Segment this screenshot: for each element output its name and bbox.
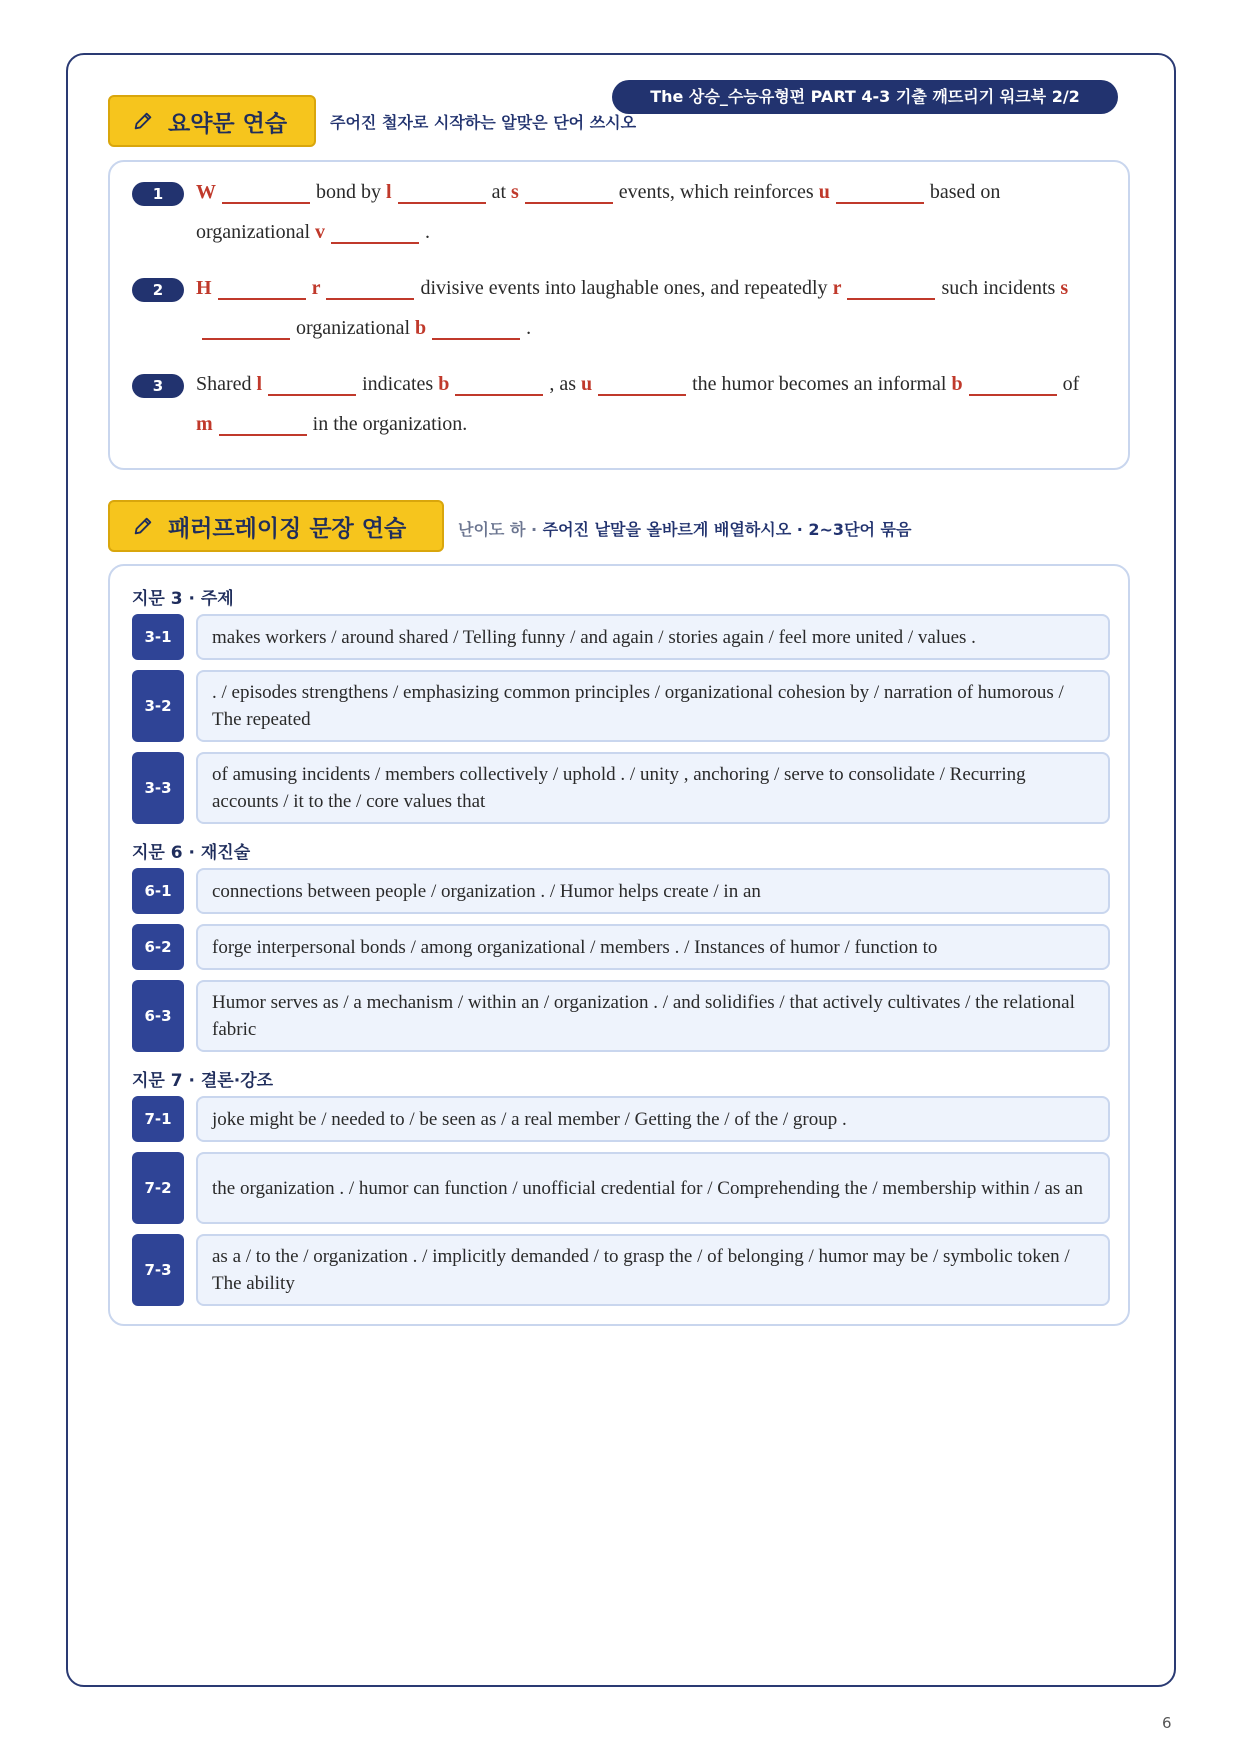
summary-section-tag — [108, 95, 316, 147]
answer-blank[interactable] — [326, 274, 414, 300]
word-chunks: joke might be / needed to / be seen as / a real member / Getting the / of the / group . — [196, 1096, 1110, 1142]
hint-letter: b — [951, 373, 963, 395]
hint-letter: s — [511, 181, 519, 203]
hint-letter: s — [1060, 277, 1069, 299]
row-number: 6-2 — [132, 924, 184, 970]
paraphrase-instruction — [458, 517, 911, 540]
hint-letter: W — [196, 181, 216, 203]
hint-letter: r — [832, 277, 842, 299]
word-chunks: makes workers / around shared / Telling funny / and again / stories again / feel more united / values . — [196, 614, 1110, 660]
row-number: 3-2 — [132, 670, 184, 742]
summary-card — [108, 160, 1130, 470]
passage-label: 지문 7 · 결론·강조 — [132, 1071, 274, 1091]
paraphrase-row — [132, 1096, 1110, 1142]
summary-item-number: 3 — [132, 374, 184, 398]
paraphrase-section-title: 패러프레이징 문장 연습 — [168, 515, 407, 542]
summary-line — [196, 274, 1112, 300]
paraphrase-row — [132, 1234, 1110, 1306]
summary-text: events, which reinforces — [618, 181, 819, 203]
paraphrase-card — [108, 564, 1130, 1326]
summary-text: bond by — [316, 181, 386, 203]
answer-blank[interactable] — [969, 370, 1057, 396]
word-chunks: of amusing incidents / members collectively / uphold . / unity , anchoring / serve to consolidate / Recurring accounts / it to the / core values that — [196, 752, 1110, 824]
paraphrase-section-tag — [108, 500, 444, 552]
summary-text: organizational — [296, 317, 416, 339]
hint-letter: m — [196, 413, 213, 435]
row-number: 3-1 — [132, 614, 184, 660]
summary-text: the humor becomes an informal — [692, 373, 952, 395]
paraphrase-row — [132, 924, 1110, 970]
hint-letter: b — [438, 373, 450, 395]
summary-text: Shared — [196, 373, 257, 395]
summary-line — [196, 314, 1112, 340]
summary-text: indicates — [362, 373, 439, 395]
answer-blank[interactable] — [331, 218, 419, 244]
hint-letter: l — [386, 181, 392, 203]
paraphrase-row — [132, 868, 1110, 914]
hint-letter: u — [818, 181, 830, 203]
answer-blank[interactable] — [847, 274, 935, 300]
summary-text: based on — [929, 181, 1001, 203]
paraphrase-row — [132, 980, 1110, 1052]
hint-letter: r — [311, 277, 321, 299]
summary-item-number: 1 — [132, 182, 184, 206]
paraphrase-row — [132, 614, 1110, 660]
summary-text: organizational — [196, 221, 316, 243]
hint-letter: u — [581, 373, 593, 395]
row-number: 7-3 — [132, 1234, 184, 1306]
paraphrase-row — [132, 752, 1110, 824]
row-number: 6-1 — [132, 868, 184, 914]
word-chunks: forge interpersonal bonds / among organizational / members . / Instances of humor / function to — [196, 924, 1110, 970]
pencil-icon — [132, 110, 154, 132]
passage-label: 지문 3 · 주제 — [132, 589, 234, 609]
summary-text: . — [526, 317, 532, 339]
answer-blank[interactable] — [455, 370, 543, 396]
hint-letter: H — [196, 277, 212, 299]
summary-line — [196, 410, 1112, 436]
paraphrase-row — [132, 670, 1110, 742]
row-number: 7-2 — [132, 1152, 184, 1224]
answer-blank[interactable] — [525, 178, 613, 204]
difficulty-label: 난이도 하 · — [458, 520, 543, 539]
summary-text: divisive events into laughable ones, and repeatedly — [420, 277, 833, 299]
summary-line — [196, 178, 1112, 204]
hint-letter: v — [315, 221, 326, 243]
summary-text: at — [491, 181, 511, 203]
passage-label: 지문 6 · 재진술 — [132, 843, 251, 863]
paraphrase-instruction-text: 주어진 낱말을 올바르게 배열하시오 · 2~3단어 묶음 — [542, 520, 912, 539]
summary-line — [196, 370, 1112, 396]
workbook-header: The 상승_수능유형편 PART 4-3 기출 깨뜨리기 워크북 2/2 — [612, 80, 1118, 114]
answer-blank[interactable] — [598, 370, 686, 396]
answer-blank[interactable] — [836, 178, 924, 204]
word-chunks: . / episodes strengthens / emphasizing common principles / organizational cohesion by / narration of humorous / The repeated — [196, 670, 1110, 742]
hint-letter: b — [415, 317, 427, 339]
summary-item-number: 2 — [132, 278, 184, 302]
pencil-icon — [132, 515, 154, 537]
row-number: 3-3 — [132, 752, 184, 824]
word-chunks: Humor serves as / a mechanism / within an / organization . / and solidifies / that actively cultivates / the relational fabric — [196, 980, 1110, 1052]
summary-line — [196, 218, 1112, 244]
summary-section-title: 요약문 연습 — [168, 110, 288, 137]
hint-letter: l — [256, 373, 263, 395]
answer-blank[interactable] — [202, 314, 290, 340]
summary-text: in the organization. — [312, 413, 468, 435]
page-number: 6 — [1162, 1714, 1172, 1732]
answer-blank[interactable] — [432, 314, 520, 340]
summary-text: , as — [549, 373, 581, 395]
answer-blank[interactable] — [398, 178, 486, 204]
summary-instruction: 주어진 철자로 시작하는 알맞은 단어 쓰시오 — [330, 113, 637, 132]
answer-blank[interactable] — [218, 274, 306, 300]
summary-text: of — [1062, 373, 1080, 395]
answer-blank[interactable] — [222, 178, 310, 204]
word-chunks: as a / to the / organization . / implicitly demanded / to grasp the / of belonging / humor may be / symbolic token / The ability — [196, 1234, 1110, 1306]
row-number: 6-3 — [132, 980, 184, 1052]
row-number: 7-1 — [132, 1096, 184, 1142]
answer-blank[interactable] — [219, 410, 307, 436]
paraphrase-row — [132, 1152, 1110, 1224]
summary-text: . — [425, 221, 431, 243]
word-chunks: connections between people / organization . / Humor helps create / in an — [196, 868, 1110, 914]
answer-blank[interactable] — [268, 370, 356, 396]
summary-text: such incidents — [941, 277, 1061, 299]
word-chunks: the organization . / humor can function / unofficial credential for / Comprehending the / membership within / as an — [196, 1152, 1110, 1224]
